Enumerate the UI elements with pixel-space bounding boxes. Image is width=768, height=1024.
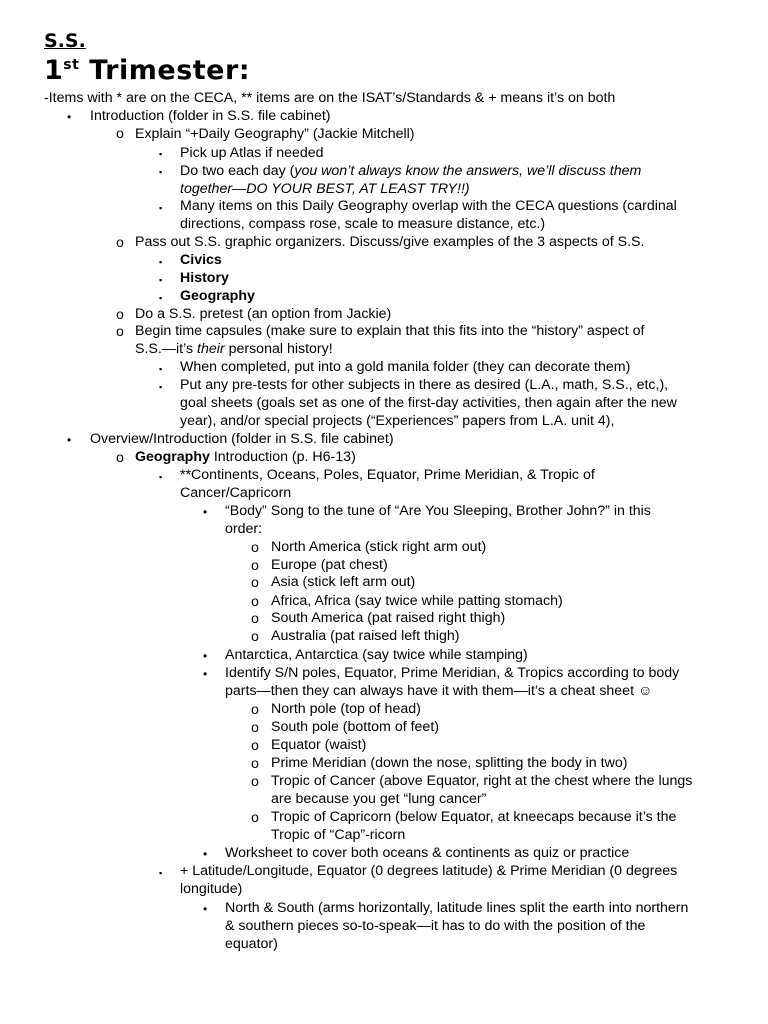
bullet-circle: o — [251, 720, 259, 736]
document-title: S.S. — [44, 30, 86, 52]
bullet-circle: o — [116, 126, 124, 142]
list-item-cont: longitude) — [180, 881, 243, 897]
list-item: Antarctica, Antarctica (say twice while stamping) — [225, 647, 528, 663]
bullet-circle: o — [251, 810, 259, 826]
list-item: + Latitude/Longitude, Equator (0 degrees latitude) & Prime Meridian (0 degrees — [180, 863, 678, 879]
list-item: North & South (arms horizontally, latitude lines split the earth into northern — [225, 900, 689, 916]
list-item-cont: year), and/or special projects (“Experiences” papers from L.A. unit 4), — [180, 413, 615, 429]
list-item: Do two each day (you won’t always know the answers, we’ll discuss them — [180, 163, 642, 179]
bullet-square: ▪ — [159, 472, 163, 482]
list-item: “Body” Song to the tune of “Are You Sleeping, Brother John?” in this — [225, 503, 651, 519]
list-item: Civics — [180, 252, 222, 268]
list-item: Geography — [180, 288, 255, 304]
bullet-dot: • — [203, 649, 208, 663]
list-item-cont: Tropic of “Cap”-ricorn — [271, 827, 406, 843]
bullet-square: ▪ — [159, 149, 163, 159]
list-item-cont: S.S.—it’s their personal history! — [135, 341, 333, 357]
list-item-cont: are because you get “lung cancer” — [271, 791, 487, 807]
list-item: South pole (bottom of feet) — [271, 719, 439, 735]
bullet-dot: • — [203, 667, 208, 681]
list-item: North America (stick right arm out) — [271, 539, 487, 555]
bullet-circle: o — [251, 540, 259, 556]
list-item: Equator (waist) — [271, 737, 367, 753]
list-item: Geography Introduction (p. H6-13) — [135, 449, 356, 465]
list-item: Explain “+Daily Geography” (Jackie Mitchell) — [135, 126, 415, 142]
bullet-square: ▪ — [159, 382, 163, 392]
bullet-circle: o — [116, 324, 124, 340]
list-item: South America (pat raised right thigh) — [271, 610, 506, 626]
list-item: Begin time capsules (make sure to explain that this fits into the “history” aspect of — [135, 323, 645, 339]
bullet-circle: o — [251, 629, 259, 645]
list-item: Pick up Atlas if needed — [180, 145, 324, 161]
legend-line: -Items with * are on the CECA, ** items are on the ISAT’s/Standards & + means it’s on both — [44, 90, 616, 106]
bullet-dot: • — [203, 902, 208, 916]
list-item: North pole (top of head) — [271, 701, 421, 717]
bullet-square: ▪ — [159, 364, 163, 374]
bullet-square: ▪ — [159, 203, 163, 213]
list-item: Pass out S.S. graphic organizers. Discuss/give examples of the 3 aspects of S.S. — [135, 234, 645, 250]
bullet-square: ▪ — [159, 868, 163, 878]
list-item: Africa, Africa (say twice while patting stomach) — [271, 593, 563, 609]
list-item-cont: together—DO YOUR BEST, AT LEAST TRY!!) — [180, 181, 470, 197]
list-item-cont: Cancer/Capricorn — [180, 485, 292, 501]
bullet-square: ▪ — [159, 167, 163, 177]
list-item: Europe (pat chest) — [271, 557, 388, 573]
list-item-cont: parts—then they can always have it with them—it’s a cheat sheet ☺ — [225, 683, 653, 699]
bullet-square: ▪ — [159, 257, 163, 267]
list-item: When completed, put into a gold manila folder (they can decorate them) — [180, 359, 631, 375]
list-item: Asia (stick left arm out) — [271, 574, 416, 590]
list-item: **Continents, Oceans, Poles, Equator, Prime Meridian, & Tropic of — [180, 467, 595, 483]
list-item: Worksheet to cover both oceans & continents as quiz or practice — [225, 845, 630, 861]
bullet-circle: o — [116, 235, 124, 251]
bullet-dot: • — [67, 433, 72, 447]
bullet-circle: o — [251, 702, 259, 718]
list-item: Introduction (folder in S.S. file cabinet) — [90, 108, 331, 124]
bullet-dot: • — [203, 505, 208, 519]
list-item: Do a S.S. pretest (an option from Jackie) — [135, 306, 392, 322]
list-item-cont: & southern pieces so-to-speak—it has to do with the position of the — [225, 918, 646, 934]
bullet-circle: o — [251, 611, 259, 627]
bullet-circle: o — [251, 575, 259, 591]
bullet-circle: o — [116, 450, 124, 466]
bullet-dot: • — [203, 847, 208, 861]
list-item: Tropic of Capricorn (below Equator, at kneecaps because it’s the — [271, 809, 677, 825]
list-item: Australia (pat raised left thigh) — [271, 628, 460, 644]
bullet-square: ▪ — [159, 293, 163, 303]
trimester-heading: 1st Trimester: — [44, 55, 251, 86]
bullet-circle: o — [251, 774, 259, 790]
bullet-circle: o — [251, 594, 259, 610]
bullet-square: ▪ — [159, 275, 163, 285]
bullet-circle: o — [251, 558, 259, 574]
bullet-circle: o — [251, 738, 259, 754]
list-item: History — [180, 270, 229, 286]
list-item-cont: equator) — [225, 936, 278, 952]
bullet-circle: o — [251, 756, 259, 772]
list-item: Put any pre-tests for other subjects in there as desired (L.A., math, S.S., etc,), — [180, 377, 669, 393]
bullet-circle: o — [116, 307, 124, 323]
list-item-cont: directions, compass rose, scale to measure distance, etc.) — [180, 216, 546, 232]
list-item: Prime Meridian (down the nose, splitting the body in two) — [271, 755, 628, 771]
list-item: Many items on this Daily Geography overlap with the CECA questions (cardinal — [180, 198, 677, 214]
bullet-dot: • — [67, 110, 72, 124]
list-item: Identify S/N poles, Equator, Prime Meridian, & Tropics according to body — [225, 665, 680, 681]
list-item-cont: order: — [225, 521, 263, 537]
list-item: Overview/Introduction (folder in S.S. file cabinet) — [90, 431, 394, 447]
list-item-cont: goal sheets (goals set as one of the first-day activities, then again after the new — [180, 395, 677, 411]
list-item: Tropic of Cancer (above Equator, right at the chest where the lungs — [271, 773, 693, 789]
